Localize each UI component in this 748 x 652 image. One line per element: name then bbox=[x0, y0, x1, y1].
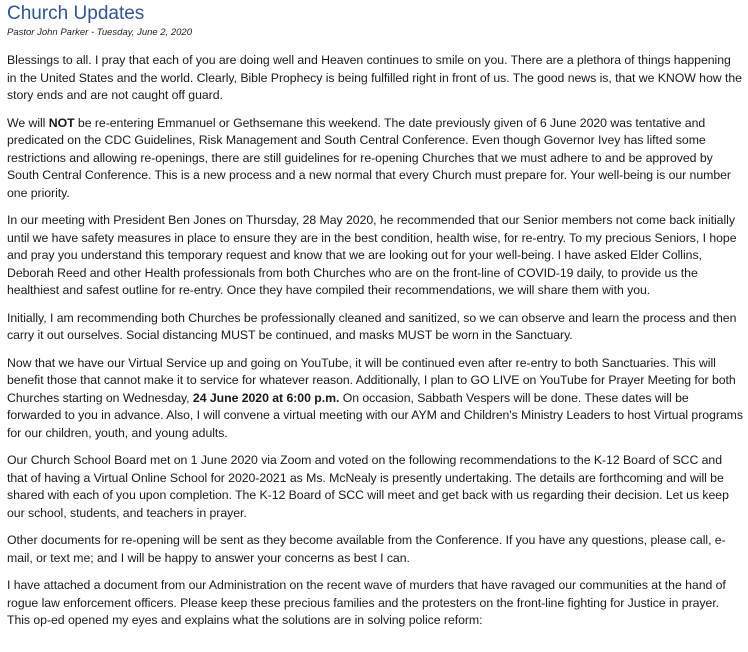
document-page bbox=[7, 2, 743, 640]
paragraph-text: We will bbox=[7, 115, 49, 130]
paragraph bbox=[7, 212, 743, 300]
paragraph-text: Our Church School Board met on 1 June 2020 via Zoom and voted on the following recommendations to the K-12 Board of SCC and that of having a Virtual Online School for 2020-2021 as Ms. McNealy is presently undertaking. The details are forthcoming and will be shared with each of you upon completion. The K-12 Board of SCC will meet and get back with us regarding their decision. Let us keep our school, students, and teachers in prayer. bbox=[7, 453, 729, 520]
paragraph bbox=[7, 577, 743, 630]
paragraph bbox=[7, 355, 743, 443]
byline: Pastor John Parker - Tuesday, June 2, 2020 bbox=[7, 27, 192, 38]
paragraph-text: be re-entering Emmanuel or Gethsemane this weekend. The date previously given of 6 June 2020 was tentative and predicated on the CDC Guidelines, Risk Management and South Central Conference. Even though Governor Ivey has lifted some restrictions and allowing re-openings, there are still guidelines for re-opening Churches that we must adhere to and be approved by South Central Conference. This is a new process and a new normal that every Church must prepare for. Your well-being is our number one priority. bbox=[7, 115, 731, 200]
paragraph bbox=[7, 452, 743, 522]
paragraph-text: Initially, I am recommending both Churches be professionally cleaned and sanitized, so we can observe and learn the process and then carry it out ourselves. Social distancing MUST be continued, and masks MUST be worn in the Sanctuary. bbox=[7, 310, 737, 342]
paragraph bbox=[7, 52, 743, 105]
paragraph-text: I have attached a document from our Administration on the recent wave of murders that have ravaged our communities at the hand of rogue law enforcement officers. Please keep these precious families and the protesters on the front-line fighting for Justice in prayer. This op-ed opened my eyes and explains what the solutions are in solving police reform: bbox=[7, 578, 726, 627]
paragraph-text: Blessings to all. I pray that each of you are doing well and Heaven continues to smile on you. There are a plethora of things happening in the United States and the world. Clearly, Bible Prophecy is being fulfilled right in front of us. The good news is, that we KNOW how the story ends and are not caught off guard. bbox=[7, 53, 742, 102]
paragraph bbox=[7, 532, 743, 567]
emphasis-text: NOT bbox=[48, 115, 75, 130]
paragraph bbox=[7, 115, 743, 203]
page-title: Church Updates bbox=[7, 3, 145, 24]
paragraph-text: In our meeting with President Ben Jones on Thursday, 28 May 2020, he recommended that our Senior members not come back initially until we have safety measures in place to ensure they are in the best condition, health wise, for re-entry. To my precious Seniors, I hope and pray you understand this temporary request and know that we are looking out for your well-being. I have asked Elder Collins, Deborah Reed and other Health professionals from both Churches who are on the front-line of COVID-19 daily, to provide us the healthiest and safest outline for re-entry. Once they have compiled their recommendations, we will share them with you. bbox=[7, 213, 737, 297]
paragraph-text: Other documents for re-opening will be sent as they become available from the Conference. If you have any questions, please call, e-mail, or text me; and I will be happy to answer your concerns as best I can. bbox=[7, 533, 726, 565]
emphasis-text: 24 June 2020 at 6:00 p.m. bbox=[192, 390, 340, 405]
paragraph-text: On occasion, Sabbath Vespers will be done. These dates will be forwarded to you in advance. Also, I will convene a virtual meeting with our AYM and Children's Ministry Leaders to host Virtual programs for our children, youth, and young adults. bbox=[7, 390, 743, 440]
paragraph-text: Now that we have our Virtual Service up and going on YouTube, it will be continued even after re-entry to both Sanctuaries. This will benefit those that cannot make it to service for whatever reason. Additionally, I plan to GO LIVE on YouTube for Prayer Meeting for both Churches starting on Wednesday, bbox=[7, 355, 736, 405]
paragraph bbox=[7, 310, 743, 345]
